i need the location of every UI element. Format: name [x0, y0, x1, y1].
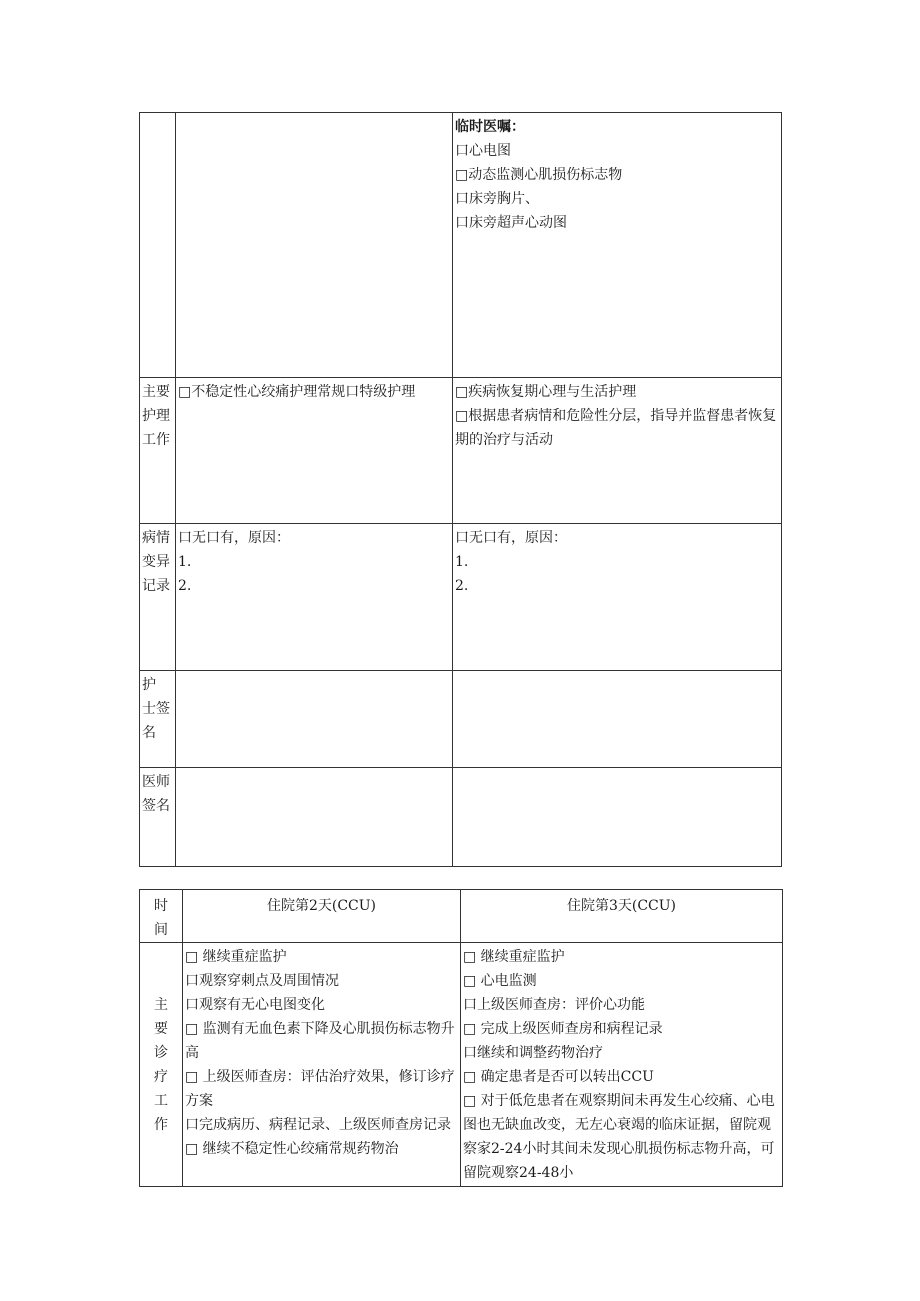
label-text: 护理 — [142, 408, 170, 424]
left-cell — [176, 378, 453, 524]
line-item: □ 对于低危患者在观察期间未再发生心绞痛、心电图也无缺血改变，无左心衰竭的临床证据，留院观察家2-24小时其间未发现心肌损伤标志物升高，可留院观察24-48小 — [463, 1093, 775, 1181]
day3-title: 住院第3天(CCU) — [566, 898, 677, 914]
line-item: □ 继续重症监护 — [463, 949, 565, 965]
nurse-signature-right[interactable] — [453, 671, 782, 768]
line-item: □动态监测心肌损伤标志物 — [455, 167, 623, 183]
row-doctor-signature — [140, 768, 782, 867]
day2-title: 住院第2天(CCU) — [266, 898, 377, 914]
row-main-treatment-work — [140, 943, 783, 1187]
clinical-pathway-table-1 — [139, 112, 782, 867]
label-text: 主要 — [142, 384, 170, 400]
label-text: 间 — [154, 922, 168, 938]
line-item: 口观察有无心电图变化 — [185, 997, 325, 1013]
label-text: 诊 — [154, 1045, 168, 1061]
label-text: 医师 — [142, 774, 170, 790]
line-item: 口无口有，原因： — [178, 530, 290, 546]
line-item: □ 心电监测 — [463, 973, 537, 989]
label-text: 变异 — [142, 554, 170, 570]
day2-tasks — [183, 943, 461, 1187]
label-text: 要 — [154, 1021, 168, 1037]
line-item: □ 完成上级医师查房和病程记录 — [463, 1021, 663, 1037]
doctor-signature-right[interactable] — [453, 768, 782, 867]
line-item: 口床旁超声心动图 — [455, 215, 567, 231]
right-cell — [453, 113, 782, 378]
line-item: □根据患者病情和危险性分层，指导并监督患者恢复期的治疗与活动 — [455, 408, 777, 448]
row-nurse-signature — [140, 671, 782, 768]
time-label — [140, 890, 183, 943]
label-text: 工 — [154, 1093, 168, 1109]
label-text: 时 — [154, 898, 168, 914]
row-variation-record — [140, 524, 782, 671]
label-text: 名 — [142, 725, 156, 741]
label-text: 士签 — [142, 701, 170, 717]
line-item: 2. — [455, 578, 469, 594]
line-item: □ 监测有无血色素下降及心肌损伤标志物升高 — [185, 1021, 455, 1061]
right-cell — [453, 524, 782, 671]
line-item: 口上级医师查房：评价心功能 — [463, 997, 645, 1013]
row-label — [140, 524, 176, 671]
line-item: 口完成病历、病程记录、上级医师查房记录 — [185, 1117, 451, 1133]
line-item: 口心电图 — [455, 143, 511, 159]
label-text: 记录 — [142, 578, 170, 594]
row-main-nursing-work — [140, 378, 782, 524]
row-label — [140, 671, 176, 768]
line-item: 口无口有，原因： — [455, 530, 567, 546]
left-cell — [176, 524, 453, 671]
label-text: 作 — [154, 1117, 168, 1133]
row-label — [140, 113, 176, 378]
line-item: 1. — [455, 554, 469, 570]
label-text: 主 — [154, 997, 168, 1013]
day3-tasks — [461, 943, 783, 1187]
right-cell — [453, 378, 782, 524]
day2-header — [183, 890, 461, 943]
label-text: 签名 — [142, 798, 170, 814]
line-item: 2. — [178, 578, 192, 594]
row-temporary-orders — [140, 113, 782, 378]
line-item: □ 确定患者是否可以转出CCU — [463, 1069, 654, 1085]
clinical-pathway-table-2 — [139, 889, 783, 1187]
line-item: 临时医嘱： — [455, 119, 525, 135]
line-item: 1. — [178, 554, 192, 570]
line-item: 口观察穿刺点及周围情况 — [185, 973, 339, 989]
line-item: 口床旁胸片、 — [455, 191, 539, 207]
label-text: 工作 — [142, 432, 170, 448]
doctor-signature-left[interactable] — [176, 768, 453, 867]
row-label — [140, 943, 183, 1187]
line-item: □ 继续不稳定性心绞痛常规药物治 — [185, 1141, 399, 1157]
label-text: 疗 — [154, 1069, 168, 1085]
line-item: □疾病恢复期心理与生活护理 — [455, 384, 637, 400]
line-item: □ 上级医师查房：评估治疗效果，修订诊疗方案 — [185, 1069, 455, 1109]
line-item: □ 继续重症监护 — [185, 949, 287, 965]
line-item: 口继续和调整药物治疗 — [463, 1045, 603, 1061]
nurse-signature-left[interactable] — [176, 671, 453, 768]
label-text: 护 — [142, 677, 156, 693]
row-label — [140, 378, 176, 524]
label-text: 病情 — [142, 530, 170, 546]
day3-header — [461, 890, 783, 943]
left-cell — [176, 113, 453, 378]
row-label — [140, 768, 176, 867]
line-item: □不稳定性心绞痛护理常规口特级护理 — [178, 384, 416, 400]
header-row — [140, 890, 783, 943]
